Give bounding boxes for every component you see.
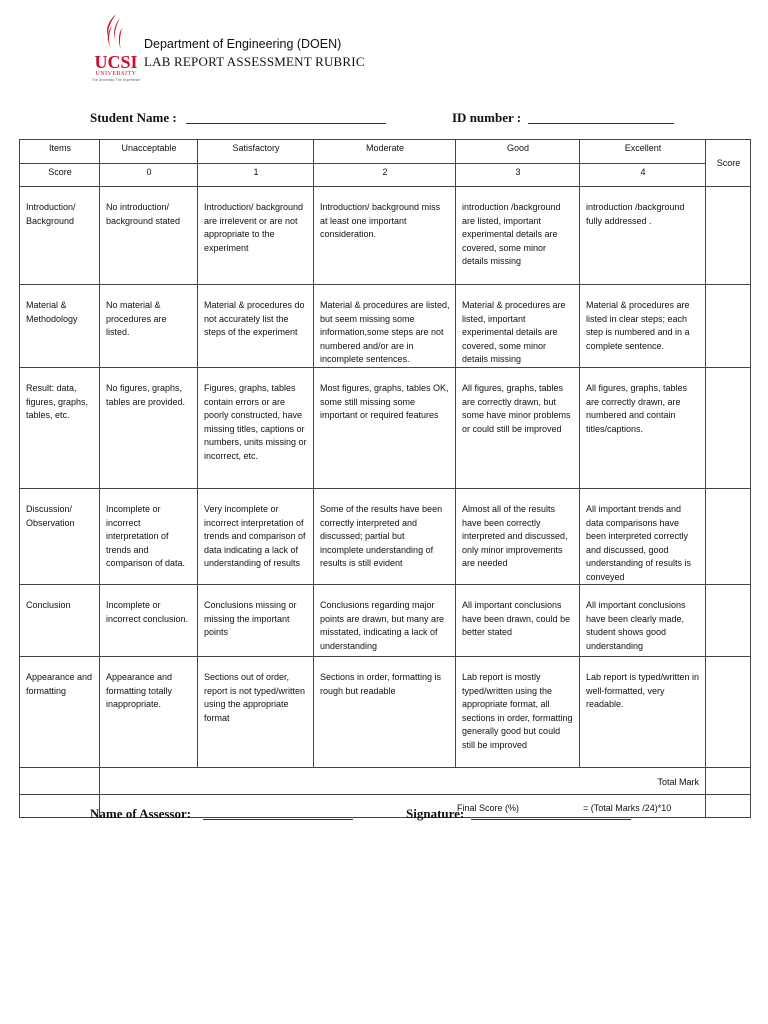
header-satisfactory: Satisfactory <box>198 140 314 164</box>
criterion-cell: Conclusions missing or missing the important points <box>198 585 314 657</box>
criterion-cell: Sections in order, formatting is rough but readable <box>314 657 456 768</box>
criterion-cell: No material & procedures are listed. <box>100 285 198 368</box>
id-number-field[interactable] <box>528 123 674 124</box>
final-empty-cell <box>20 795 100 818</box>
criterion-cell: Introduction/ background are irrelevent or are not appropriate to the experiment <box>198 187 314 285</box>
assessor-label: Name of Assessor: <box>90 806 192 821</box>
criterion-cell: introduction /background are listed, important experimental details are covered, some minor details missing <box>456 187 580 285</box>
signature-label: Signature: <box>406 806 465 821</box>
criterion-cell: Sections out of order, report is not typed/written using the appropriate format <box>198 657 314 768</box>
score-entry-cell[interactable] <box>706 285 751 368</box>
criterion-cell: All figures, graphs, tables are correctly drawn, but some have minor problems or could still be improved <box>456 368 580 489</box>
rubric-row-introduction <box>20 187 751 285</box>
header-good: Good <box>456 140 580 164</box>
criterion-cell: Lab report is mostly typed/written using the appropriate format, all sections in order, formatting generally good but could still be improved <box>456 657 580 768</box>
criterion-cell: Material & procedures are listed in clear steps; each step is numbered and in a complete sentence. <box>580 285 706 368</box>
total-mark-entry[interactable] <box>706 768 751 795</box>
rubric-row-conclusion <box>20 585 751 657</box>
score-value: 3 <box>456 164 580 187</box>
criterion-cell: introduction /background fully addressed . <box>580 187 706 285</box>
score-entry-cell[interactable] <box>706 187 751 285</box>
score-value: 4 <box>580 164 706 187</box>
rubric-row-result <box>20 368 751 489</box>
score-entry-cell[interactable] <box>706 368 751 489</box>
page-title: LAB REPORT ASSESSMENT RUBRIC <box>144 54 365 69</box>
assessor-name-field[interactable] <box>203 819 353 820</box>
id-number-label: ID number : <box>452 110 522 125</box>
score-value: 1 <box>198 164 314 187</box>
criterion-cell: Material & procedures are listed, important experimental details are covered, some minor details missing <box>456 285 580 368</box>
criterion-cell: Incomplete or incorrect conclusion. <box>100 585 198 657</box>
score-value: 2 <box>314 164 456 187</box>
total-empty-cell <box>20 768 100 795</box>
criterion-label: Material & Methodology <box>20 285 100 368</box>
criterion-label: Conclusion <box>20 585 100 657</box>
header-moderate: Moderate <box>314 140 456 164</box>
criterion-cell: Very incomplete or incorrect interpretation of trends and comparison of data indicating a lack of understanding of results <box>198 489 314 585</box>
score-entry-cell[interactable] <box>706 585 751 657</box>
header-score: Score <box>706 140 751 187</box>
criterion-cell: Material & procedures are listed, but seem missing some information,some steps are not numbered and/or are in incomplete sentences. <box>314 285 456 368</box>
logo-ucsi-text: UCSI <box>94 52 138 72</box>
criterion-cell: Lab report is typed/written in well-formatted, very readable. <box>580 657 706 768</box>
score-row-label: Score <box>20 164 100 187</box>
criterion-cell: Appearance and formatting totally inappropriate. <box>100 657 198 768</box>
criterion-cell: Almost all of the results have been correctly interpreted and discussed, only minor improvements are needed <box>456 489 580 585</box>
criterion-cell: All important trends and data comparisons have been interpreted correctly and discussed, good understanding of results is conveyed <box>580 489 706 585</box>
department-name: Department of Engineering (DOEN) <box>144 37 342 51</box>
criterion-cell: Most figures, graphs, tables OK, some still missing some important or required features <box>314 368 456 489</box>
header-items: Items <box>20 140 100 164</box>
criterion-cell: Figures, graphs, tables contain errors or are poorly constructed, have missing titles, captions or numbers, units missing or incorrect, etc. <box>198 368 314 489</box>
score-entry-cell[interactable] <box>706 489 751 585</box>
rubric-row-material <box>20 285 751 368</box>
score-values-row <box>20 164 751 187</box>
final-score-label: Final Score (%) <box>457 803 520 813</box>
signature-field[interactable] <box>471 819 631 820</box>
criterion-cell: Conclusions regarding major points are drawn, but many are misstated, indicating a lack of understanding <box>314 585 456 657</box>
final-score-entry[interactable] <box>706 795 751 818</box>
score-value: 0 <box>100 164 198 187</box>
criterion-cell: All figures, graphs, tables are correctly drawn, are numbered and contain titles/captions. <box>580 368 706 489</box>
logo-university-text: UNIVERSITY <box>95 71 137 77</box>
rubric-row-appearance <box>20 657 751 768</box>
criterion-cell: Material & procedures do not accurately list the steps of the experiment <box>198 285 314 368</box>
rubric-table <box>19 139 751 818</box>
final-score-formula: = (Total Marks /24)*10 <box>583 803 672 813</box>
rubric-row-discussion <box>20 489 751 585</box>
flame-icon <box>90 12 140 56</box>
criterion-cell: No introduction/ background stated <box>100 187 198 285</box>
criterion-cell: Some of the results have been correctly interpreted and discussed; partial but incomplete understanding of results is still evident <box>314 489 456 585</box>
header-unacceptable: Unacceptable <box>100 140 198 164</box>
logo-wordmark <box>90 53 142 83</box>
total-mark-label: Total Mark <box>100 768 706 795</box>
student-name-field[interactable] <box>186 123 386 124</box>
score-entry-cell[interactable] <box>706 657 751 768</box>
student-name-label: Student Name : <box>90 110 177 125</box>
criterion-cell: Incomplete or incorrect interpretation of trends and comparison of data. <box>100 489 198 585</box>
criterion-cell: Introduction/ background miss at least one important consideration. <box>314 187 456 285</box>
criterion-cell: All important conclusions have been drawn, could be better stated <box>456 585 580 657</box>
logo-tagline: The University. The Experience <box>91 78 141 82</box>
total-mark-row <box>20 768 751 795</box>
criterion-label: Result: data, figures, graphs, tables, etc. <box>20 368 100 489</box>
criterion-cell: All important conclusions have been clearly made, student shows good understanding <box>580 585 706 657</box>
header-row <box>20 140 751 164</box>
criterion-label: Discussion/ Observation <box>20 489 100 585</box>
criterion-cell: No figures, graphs, tables are provided. <box>100 368 198 489</box>
criterion-label: Introduction/ Background <box>20 187 100 285</box>
header-excellent: Excellent <box>580 140 706 164</box>
criterion-label: Appearance and formatting <box>20 657 100 768</box>
